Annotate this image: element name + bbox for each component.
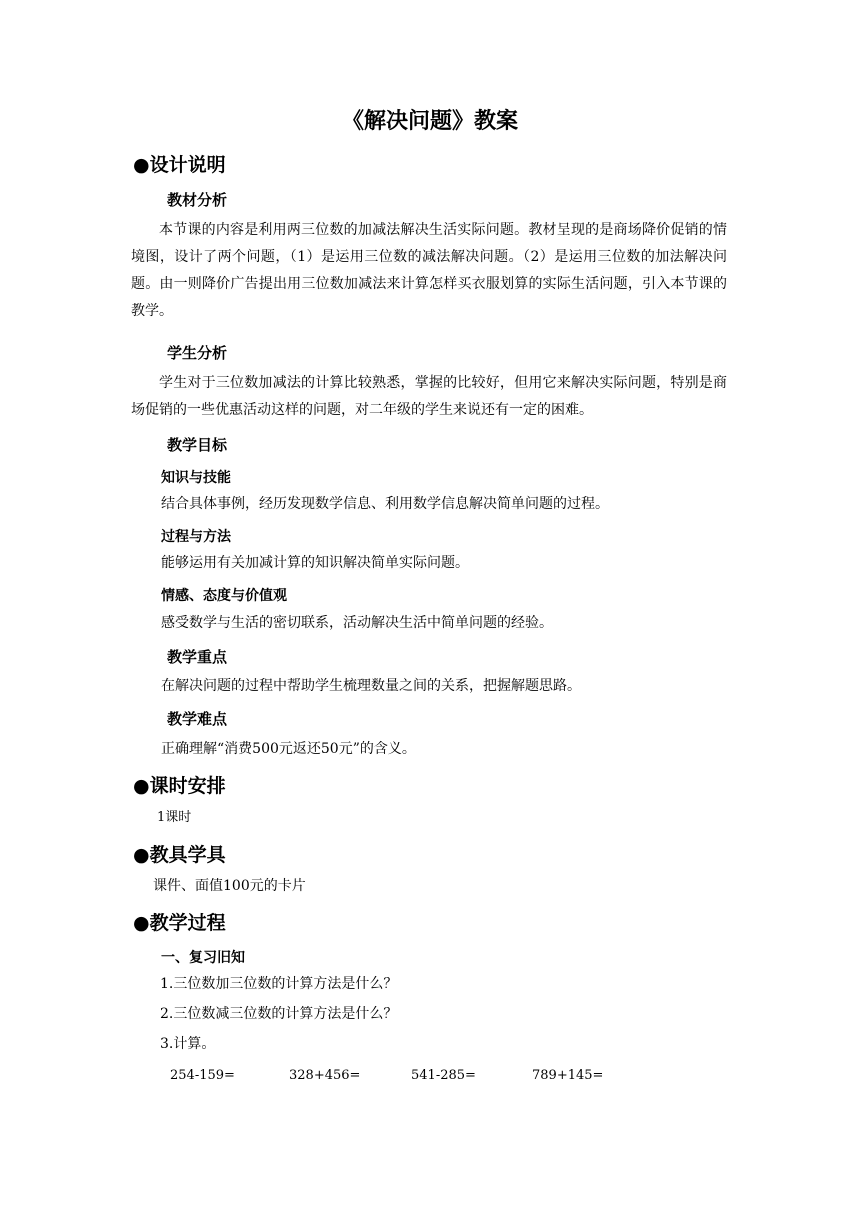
material-analysis-text: 本节课的内容是利用两三位数的加减法解决生活实际问题。教材呈现的是商场降价促销的情境图，设计了两个问题，（1）是运用三位数的减法解决问题。（2）是运用三位数的加法解决问题。由一则降价广告提出用三位数加减法来计算怎样买衣服划算的实际生活问题，引入本节课的教学。 bbox=[131, 222, 727, 319]
teaching-goals-heading: 教学目标 bbox=[167, 436, 228, 454]
student-analysis-text: 学生对于三位数加减法的计算比较熟悉，掌握的比较好，但用它来解决实际问题，特别是商场促销的一些优惠活动这样的问题，对二年级的学生来说还有一定的困难。 bbox=[131, 375, 727, 418]
section-tools-heading: ●教具学具 bbox=[133, 844, 226, 866]
review-heading: 一、复习旧知 bbox=[161, 950, 245, 966]
review-question-1: 1.三位数加三位数的计算方法是什么？ bbox=[160, 976, 398, 992]
process-method-text: 能够运用有关加减计算的知识解决简单实际问题。 bbox=[161, 555, 469, 571]
student-analysis-heading: 学生分析 bbox=[167, 344, 228, 362]
knowledge-skills-heading: 知识与技能 bbox=[161, 470, 231, 486]
section-design-heading: ●设计说明 bbox=[133, 154, 226, 176]
calc-item: 328+456= bbox=[289, 1068, 361, 1083]
difficulty-text: 正确理解“消费500元返还50元”的含义。 bbox=[161, 741, 416, 757]
page-title: 《解决问题》教案 bbox=[341, 109, 518, 134]
section-schedule-heading: ●课时安排 bbox=[133, 775, 226, 797]
calc-item: 789+145= bbox=[532, 1068, 604, 1083]
tools-text: 课件、面值100元的卡片 bbox=[153, 878, 306, 894]
calc-item: 254-159= bbox=[170, 1068, 235, 1083]
knowledge-skills-text: 结合具体事例，经历发现数学信息、利用数学信息解决简单问题的过程。 bbox=[161, 496, 609, 512]
review-question-3: 3.计算。 bbox=[160, 1036, 216, 1052]
key-points-text: 在解决问题的过程中帮助学生梳理数量之间的关系，把握解题思路。 bbox=[161, 678, 581, 694]
calc-item: 541-285= bbox=[411, 1068, 476, 1083]
process-method-heading: 过程与方法 bbox=[161, 529, 231, 545]
section-process-heading: ●教学过程 bbox=[133, 912, 226, 934]
material-analysis-heading: 教材分析 bbox=[167, 191, 228, 209]
review-question-2: 2.三位数减三位数的计算方法是什么？ bbox=[160, 1006, 398, 1022]
difficulty-heading: 教学难点 bbox=[167, 710, 228, 728]
schedule-text: 1课时 bbox=[157, 810, 192, 825]
emotion-values-text: 感受数学与生活的密切联系，活动解决生活中简单问题的经验。 bbox=[161, 615, 553, 631]
key-points-heading: 教学重点 bbox=[167, 648, 228, 666]
emotion-values-heading: 情感、态度与价值观 bbox=[161, 588, 287, 604]
